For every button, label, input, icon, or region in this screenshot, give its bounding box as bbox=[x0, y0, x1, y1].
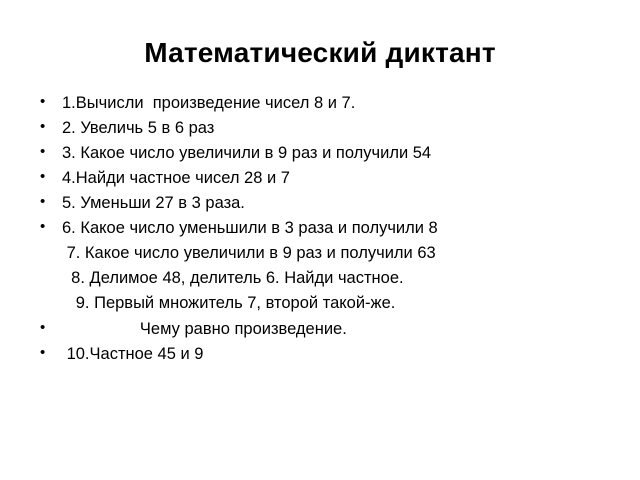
list-item-text: 9. Первый множитель 7, второй такой-же. bbox=[62, 294, 396, 313]
list-item bbox=[0, 241, 640, 266]
list-item-text: 8. Делимое 48, делитель 6. Найди частное. bbox=[62, 269, 404, 288]
list-item bbox=[0, 116, 640, 141]
list-item bbox=[0, 191, 640, 216]
list-item-text: 10.Частное 45 и 9 bbox=[62, 344, 204, 363]
list-item bbox=[0, 291, 640, 316]
list-item bbox=[0, 317, 640, 342]
list-item bbox=[0, 266, 640, 291]
list-item-text: Чему равно произведение. bbox=[62, 319, 347, 338]
list-item bbox=[0, 342, 640, 367]
list-item-text: 1.Вычисли произведение чисел 8 и 7. bbox=[62, 93, 356, 112]
list-item-text: 6. Какое число уменьшили в 3 раза и получили 8 bbox=[62, 219, 438, 238]
page-title: Математический диктант bbox=[144, 37, 496, 68]
list-item bbox=[0, 91, 640, 116]
list-item bbox=[0, 216, 640, 241]
list-item bbox=[0, 141, 640, 166]
list-item bbox=[0, 166, 640, 191]
list-item-text: 7. Какое число увеличили в 9 раз и получили 63 bbox=[62, 244, 436, 263]
list-item-text: 3. Какое число увеличили в 9 раз и получили 54 bbox=[62, 143, 432, 162]
list-item-text: 2. Увеличь 5 в 6 раз bbox=[62, 118, 215, 137]
list-item-text: 4.Найди частное чисел 28 и 7 bbox=[62, 169, 290, 188]
list-item-text: 5. Уменьши 27 в 3 раза. bbox=[62, 194, 245, 213]
diktant-task-list bbox=[0, 69, 640, 367]
